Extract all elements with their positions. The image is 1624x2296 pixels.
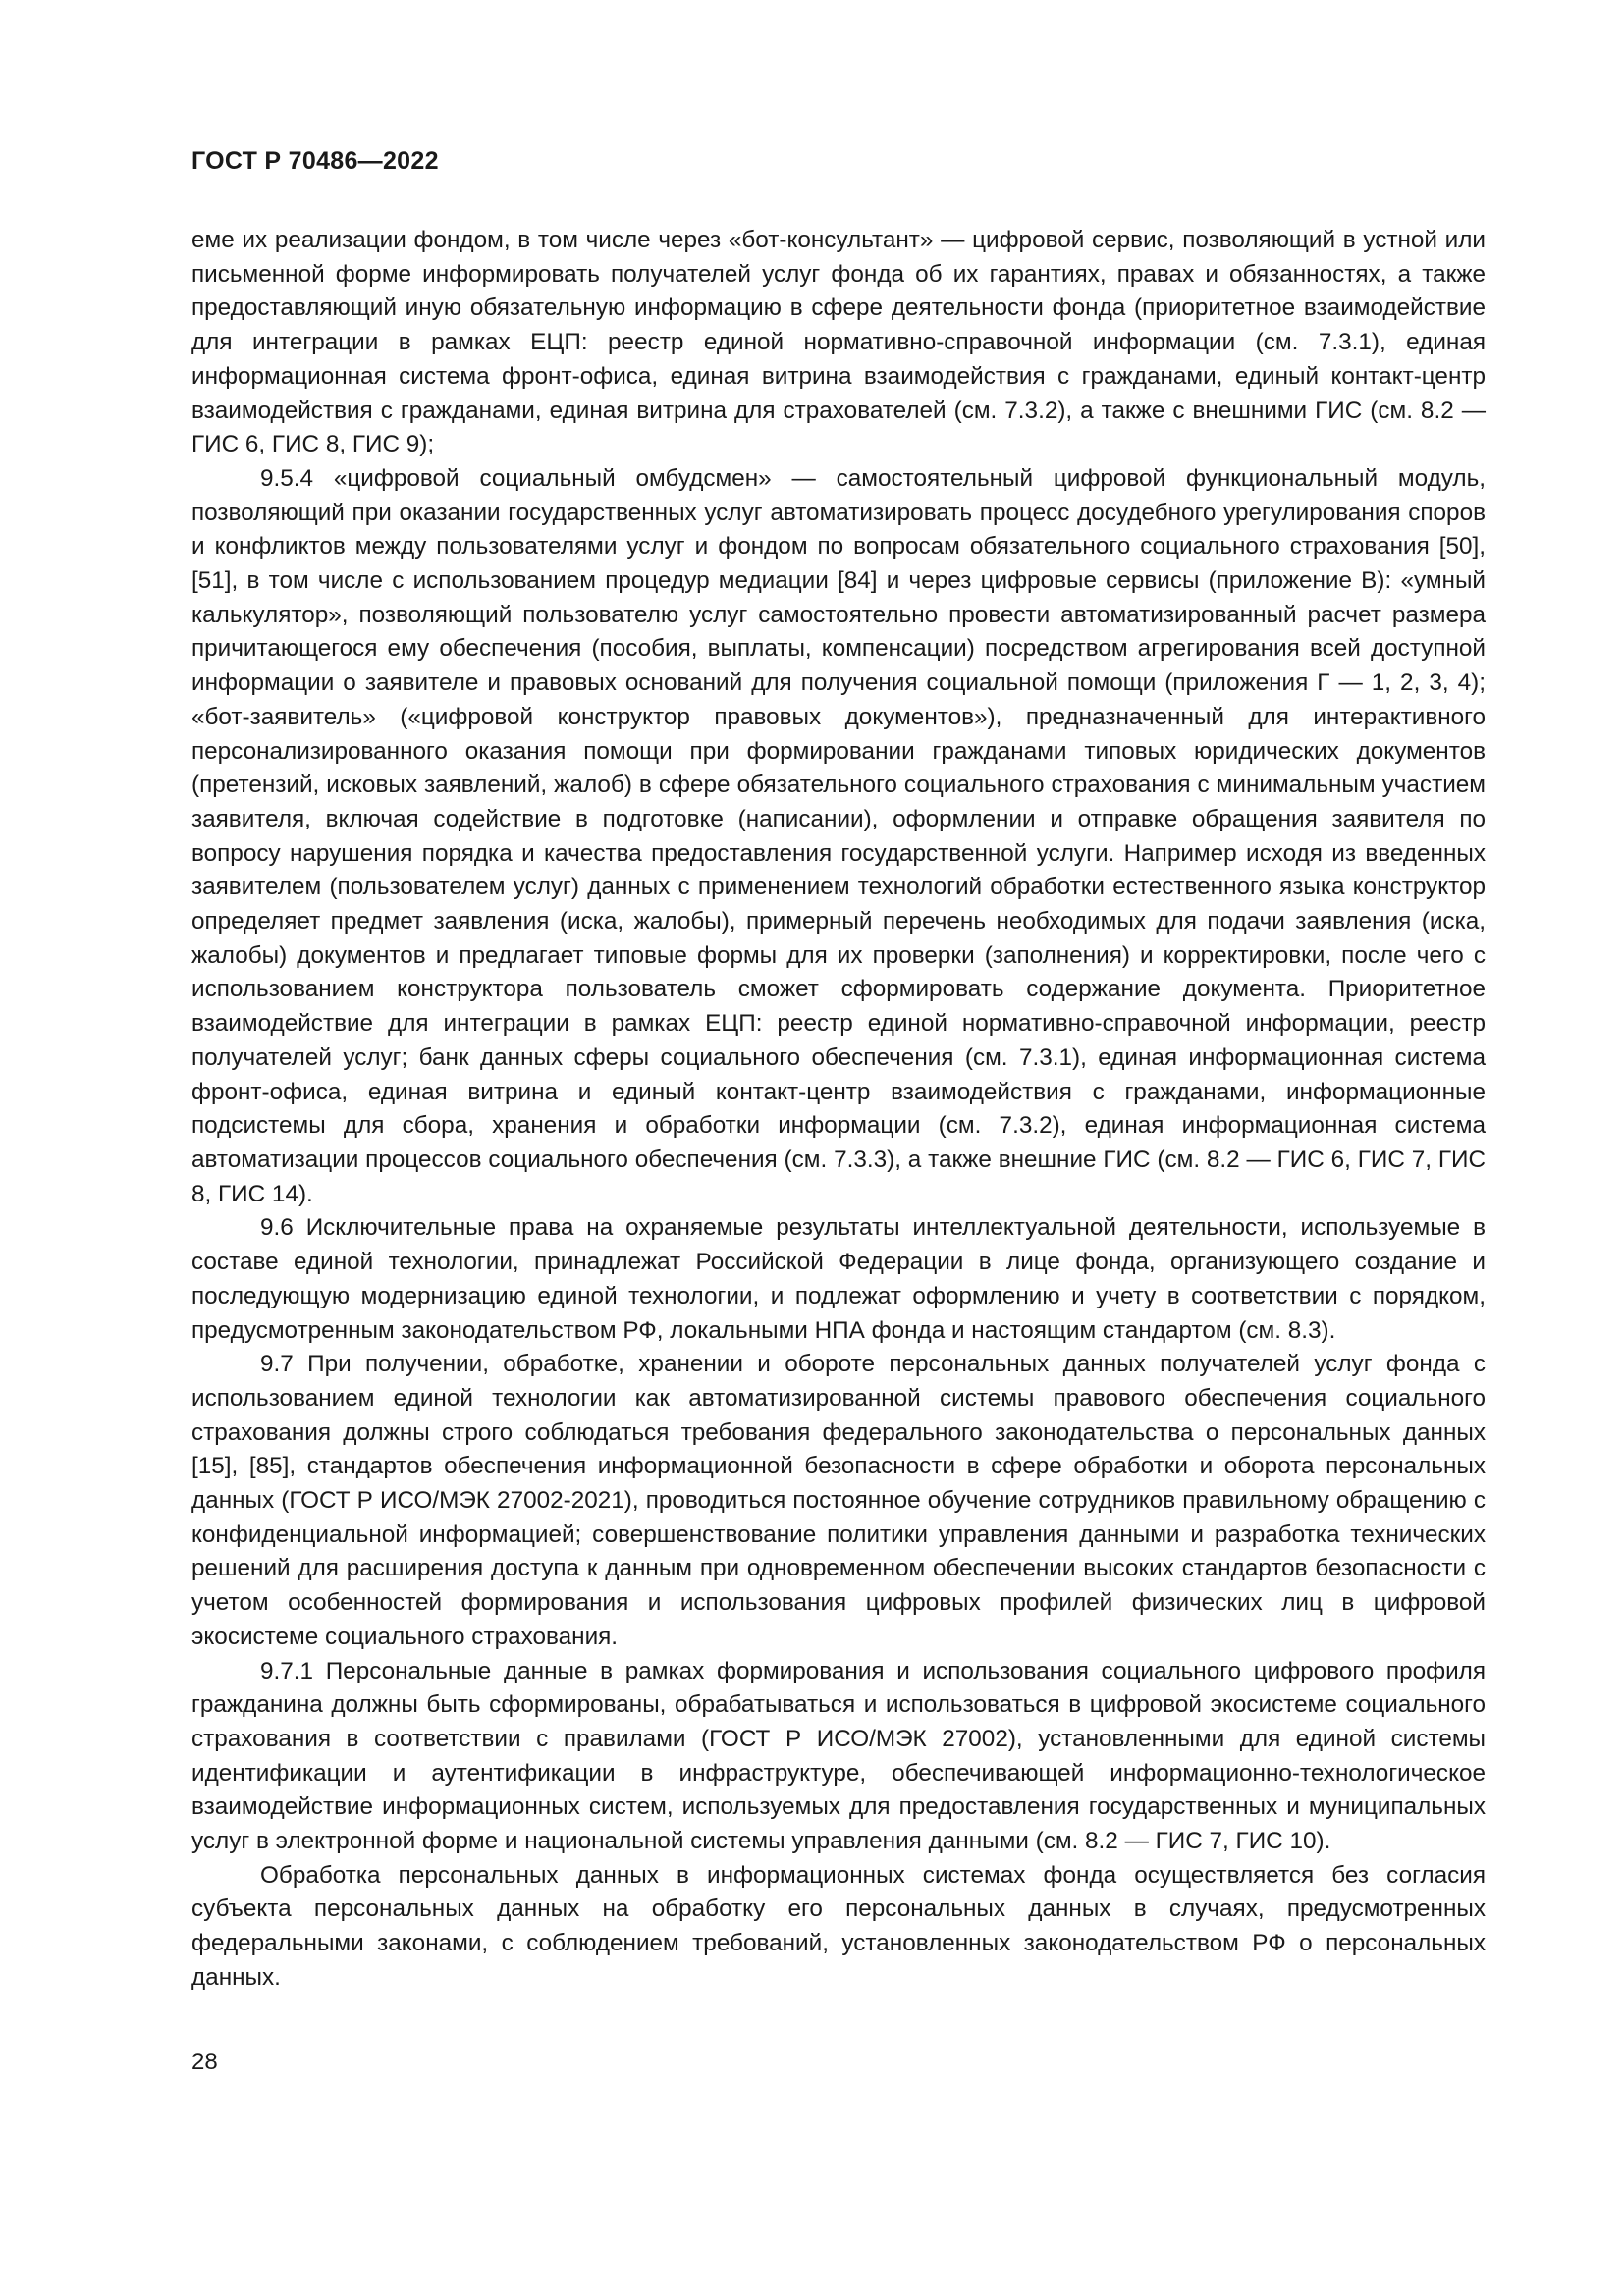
- paragraph-9-7: 9.7 При получении, обработке, хранении и обороте персональных данных получателей услуг фонда с использованием единой технологии как автоматизированной системы правового обеспечения социального страхования должны строго соблюдаться требования федерального законодательства о персональных данных [15], [85], стандартов обеспечения информационной безопасности в сфере обработки и оборота персональных данных (ГОСТ Р ИСО/МЭК 27002-2021), проводиться постоянное обучение сотрудников правильному обращению с конфиденциальной информацией; совершенствование политики управления данными и разработка технических решений для расширения доступа к данным при одновременном обеспечении высоких стандартов безопасности с учетом особенностей формирования и использования цифровых профилей физических лиц в цифровой экосистеме социального страхования.: [191, 1351, 1486, 1650]
- page-number: 28: [191, 2049, 218, 2075]
- paragraph-9-5-4: 9.5.4 «цифровой социальный омбудсмен» — самостоятельный цифровой функциональный модуль, позволяющий при оказании государственных услуг автоматизировать процесс досудебного урегулирования споров и конфликтов между пользователями услуг и фондом по вопросам обязательного социального страхования [50], [51], в том числе с использованием процедур медиации [84] и через цифровые сервисы (приложение В): «умный калькулятор», позволяющий пользователю услуг самостоятельно провести автоматизированный расчет размера причитающегося ему обеспечения (пособия, выплаты, компенсации) посредством агрегирования всей доступной информации о заявителе и правовых оснований для получения социальной помощи (приложения Г — 1, 2, 3, 4); «бот-заявитель» («цифровой конструктор правовых документов»), предназначенный для интерактивного персонализированного оказания помощи при формировании гражданами типовых юридических документов (претензий, исковых заявлений, жалоб) в сфере обязательного социального страхования с минимальным участием заявителя, включая содействие в подготовке (написании), оформлении и отправке обращения заявителя по вопросу нарушения порядка и качества предоставления государственной услуги. Например исходя из введенных заявителем (пользователем услуг) данных с применением технологий обработки естественного языка конструктор определяет предмет заявления (иска, жалобы), примерный перечень необходимых для подачи заявления (иска, жалобы) документов и предлагает типовые формы для их проверки (заполнения) и корректировки, после чего с использованием конструктора пользователь сможет сформировать содержание документа. Приоритетное взаимодействие для интеграции в рамках ЕЦП: реестр единой нормативно-справочной информации, реестр получателей услуг; банк данных сферы социального обеспечения (см. 7.3.1), единая информационная система фронт-офиса, единая витрина и единый контакт-центр взаимодействия с гражданами, информационные подсистемы для сбора, хранения и обработки информации (см. 7.3.2), единая информационная система автоматизации процессов социального обеспечения (см. 7.3.3), а также внешние ГИС (см. 8.2 — ГИС 6, ГИС 7, ГИС 8, ГИС 14).: [191, 464, 1486, 1207]
- paragraph-9-6: 9.6 Исключительные права на охраняемые результаты интеллектуальной деятельности, используемые в составе единой технологии, принадлежат Российской Федерации в лице фонда, организующего создание и последующую модернизацию единой технологии, и подлежат оформлению и учету в соответствии с порядком, предусмотренным законодательством РФ, локальными НПА фонда и настоящим стандартом (см. 8.3).: [191, 1214, 1486, 1344]
- paragraph-personal-data-processing: Обработка персональных данных в информационных системах фонда осуществляется без согласия субъекта персональных данных на обработку его персональных данных в случаях, предусмотренных федеральными законами, с соблюдением требований, установленных законодательством РФ о персональных данных.: [191, 1861, 1486, 1991]
- page-header: [191, 147, 439, 176]
- standard-id: ГОСТ Р 70486—2022: [191, 147, 439, 175]
- paragraph: еме их реализации фондом, в том числе через «бот-консультант» — цифровой сервис, позволяющий в устной или письменной форме информировать получателей услуг фонда об их гарантиях, правах и обязанностях, а также предоставляющий иную обязательную информацию в сфере деятельности фонда (приоритетное взаимодействие для интеграции в рамках ЕЦП: реестр единой нормативно-справочной информации (см. 7.3.1), единая информационная система фронт-офиса, единая витрина взаимодействия с гражданами, единый контакт-центр взаимодействия с гражданами, единая витрина для страхователей (см. 7.3.2), а также с внешними ГИС (см. 8.2 — ГИС 6, ГИС 8, ГИС 9);: [191, 227, 1486, 458]
- paragraph-9-7-1: 9.7.1 Персональные данные в рамках формирования и использования социального цифрового профиля гражданина должны быть сформированы, обрабатываться и использоваться в цифровой экосистеме социального страхования в соответствии с правилами (ГОСТ Р ИСО/МЭК 27002), установленными для единой системы идентификации и аутентификации в инфраструктуре, обеспечивающей информационно-технологическое взаимодействие информационных систем, используемых для предоставления государственных и муниципальных услуг в электронной форме и национальной системы управления данными (см. 8.2 — ГИС 7, ГИС 10).: [191, 1657, 1486, 1855]
- document-body: [191, 224, 1486, 1996]
